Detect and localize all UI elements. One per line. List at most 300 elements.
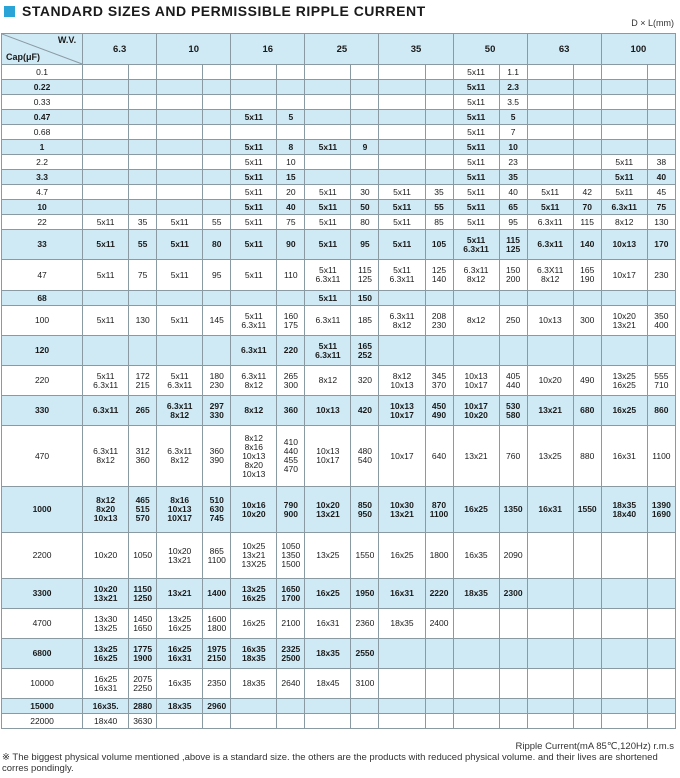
- ripple-cell: 180 230: [203, 366, 231, 396]
- ripple-cell: 5: [277, 110, 305, 125]
- size-cell: [527, 155, 573, 170]
- size-cell: 16x25 16x31: [83, 669, 129, 699]
- ripple-cell: 1400: [203, 579, 231, 609]
- ripple-cell: 95: [499, 215, 527, 230]
- capacitance-cell: 2200: [2, 533, 83, 579]
- ripple-cell: 10: [499, 140, 527, 155]
- table-row: [2, 215, 676, 230]
- size-cell: 6.3x11: [83, 396, 129, 426]
- size-cell: [527, 95, 573, 110]
- size-cell: [601, 579, 647, 609]
- ripple-cell: 105: [425, 230, 453, 260]
- size-cell: [305, 125, 351, 140]
- ripple-cell: [203, 80, 231, 95]
- size-cell: [379, 669, 425, 699]
- size-cell: 18x35 18x40: [601, 487, 647, 533]
- ripple-cell: [351, 65, 379, 80]
- size-cell: 6.3x11 8x12: [157, 426, 203, 487]
- size-cell: 10x30 13x21: [379, 487, 425, 533]
- capacitance-cell: 3.3: [2, 170, 83, 185]
- size-cell: [527, 669, 573, 699]
- capacitance-cell: 6800: [2, 639, 83, 669]
- ripple-cell: 9: [351, 140, 379, 155]
- size-cell: 18x35: [453, 579, 499, 609]
- ripple-cell: 345 370: [425, 366, 453, 396]
- ripple-cell: 38: [647, 155, 675, 170]
- ripple-cell: [425, 80, 453, 95]
- ripple-cell: 680: [573, 396, 601, 426]
- size-cell: 8x12: [305, 366, 351, 396]
- size-cell: [453, 609, 499, 639]
- size-cell: 16x25: [305, 579, 351, 609]
- ripple-cell: 297 330: [203, 396, 231, 426]
- size-cell: [379, 714, 425, 729]
- ripple-cell: [203, 200, 231, 215]
- ripple-cell: [573, 639, 601, 669]
- table-row: [2, 155, 676, 170]
- size-cell: 5x11: [601, 170, 647, 185]
- ripple-cell: 3100: [351, 669, 379, 699]
- ripple-cell: [573, 336, 601, 366]
- ripple-cell: 870 1100: [425, 487, 453, 533]
- ripple-cell: [499, 291, 527, 306]
- table-row: [2, 65, 676, 80]
- voltage-header: 50: [453, 34, 527, 65]
- ripple-cell: 55: [129, 230, 157, 260]
- voltage-header: 63: [527, 34, 601, 65]
- size-cell: 5x11: [157, 260, 203, 291]
- ripple-cell: [351, 125, 379, 140]
- size-cell: 5x11 6.3x11: [305, 260, 351, 291]
- ripple-cell: 230: [647, 260, 675, 291]
- size-cell: [527, 699, 573, 714]
- ripple-cell: [351, 170, 379, 185]
- size-cell: 5x11 6.3x11: [305, 336, 351, 366]
- ripple-cell: 115 125: [499, 230, 527, 260]
- size-cell: 16x25: [379, 533, 425, 579]
- table-row: [2, 306, 676, 336]
- ripple-cell: 170: [647, 230, 675, 260]
- ripple-cell: 450 490: [425, 396, 453, 426]
- ripple-cell: 23: [499, 155, 527, 170]
- ripple-cell: 2300: [499, 579, 527, 609]
- size-cell: [453, 714, 499, 729]
- ripple-cell: [425, 170, 453, 185]
- ripple-cell: [129, 95, 157, 110]
- table-row: [2, 170, 676, 185]
- ripple-cell: [573, 609, 601, 639]
- unit-note: D × L(mm): [631, 18, 674, 28]
- ripple-cell: 1550: [573, 487, 601, 533]
- ripple-cell: 2220: [425, 579, 453, 609]
- size-cell: [527, 533, 573, 579]
- size-cell: [305, 170, 351, 185]
- size-cell: [305, 95, 351, 110]
- size-cell: [231, 714, 277, 729]
- ripple-cell: [203, 110, 231, 125]
- ripple-cell: [573, 579, 601, 609]
- capacitance-cell: 22000: [2, 714, 83, 729]
- ripple-cell: 7: [499, 125, 527, 140]
- size-cell: [157, 80, 203, 95]
- size-cell: [379, 110, 425, 125]
- size-cell: 5x11: [305, 230, 351, 260]
- ripple-cell: [129, 185, 157, 200]
- ripple-cell: 85: [425, 215, 453, 230]
- ripple-cell: 160 175: [277, 306, 305, 336]
- ripple-cell: [277, 699, 305, 714]
- size-cell: 10x25 13x21 13X25: [231, 533, 277, 579]
- ripple-note: Ripple Current(mA 85℃,120Hz) r.m.s: [515, 741, 674, 752]
- ripple-cell: [203, 95, 231, 110]
- ripple-cell: [573, 533, 601, 579]
- ripple-cell: 1.1: [499, 65, 527, 80]
- size-cell: 18x45: [305, 669, 351, 699]
- size-cell: 5x11: [453, 80, 499, 95]
- size-cell: 16x25: [601, 396, 647, 426]
- size-cell: [231, 80, 277, 95]
- ripple-cell: [129, 170, 157, 185]
- size-cell: 5x11: [453, 155, 499, 170]
- ripple-cell: 2400: [425, 609, 453, 639]
- size-cell: [601, 125, 647, 140]
- size-cell: [231, 291, 277, 306]
- size-cell: 6.3x11 8x12: [83, 426, 129, 487]
- size-cell: [601, 609, 647, 639]
- size-cell: 13x25 16x25: [83, 639, 129, 669]
- size-cell: [379, 95, 425, 110]
- ripple-cell: [573, 80, 601, 95]
- ripple-cell: 1100: [647, 426, 675, 487]
- size-cell: 5x11: [305, 215, 351, 230]
- size-cell: [527, 336, 573, 366]
- size-cell: 5x11: [453, 185, 499, 200]
- ripple-cell: [277, 80, 305, 95]
- ripple-cell: [203, 125, 231, 140]
- size-cell: [379, 140, 425, 155]
- size-cell: [601, 336, 647, 366]
- ripple-cell: 1150 1250: [129, 579, 157, 609]
- ripple-cell: [425, 669, 453, 699]
- size-cell: 5x11: [379, 200, 425, 215]
- ripple-cell: 172 215: [129, 366, 157, 396]
- ripple-cell: 125 140: [425, 260, 453, 291]
- ripple-cell: 5: [499, 110, 527, 125]
- ripple-cell: 80: [351, 215, 379, 230]
- ripple-cell: [351, 155, 379, 170]
- ripple-cell: 208 230: [425, 306, 453, 336]
- corner-header: [2, 34, 83, 65]
- capacitance-cell: 2.2: [2, 155, 83, 170]
- size-cell: [305, 110, 351, 125]
- title-bar: [4, 2, 426, 20]
- ripple-cell: 75: [277, 215, 305, 230]
- size-cell: 10x17: [379, 426, 425, 487]
- size-cell: 5x11: [157, 306, 203, 336]
- size-cell: [83, 140, 129, 155]
- size-cell: 13x21: [157, 579, 203, 609]
- size-cell: 8x12 10x13: [379, 366, 425, 396]
- size-cell: [83, 291, 129, 306]
- size-cell: [527, 125, 573, 140]
- ripple-cell: [573, 125, 601, 140]
- ripple-cell: [647, 110, 675, 125]
- ripple-cell: 55: [203, 215, 231, 230]
- size-cell: 16x25: [453, 487, 499, 533]
- ripple-cell: 350 400: [647, 306, 675, 336]
- ripple-cell: [203, 336, 231, 366]
- table-row: [2, 487, 676, 533]
- size-cell: 10x20 13x21: [157, 533, 203, 579]
- ripple-cell: [129, 110, 157, 125]
- ripple-cell: 2325 2500: [277, 639, 305, 669]
- size-cell: 8x12 8x16 10x13 8x20 10x13: [231, 426, 277, 487]
- voltage-header: 10: [157, 34, 231, 65]
- ripple-cell: 420: [351, 396, 379, 426]
- ripple-cell: [573, 110, 601, 125]
- ripple-cell: 10: [277, 155, 305, 170]
- capacitance-cell: 15000: [2, 699, 83, 714]
- capacitance-cell: 10: [2, 200, 83, 215]
- size-cell: 5x11: [379, 215, 425, 230]
- size-cell: [527, 110, 573, 125]
- ripple-cell: 35: [425, 185, 453, 200]
- size-cell: 5x11: [231, 110, 277, 125]
- ripple-cell: 1450 1650: [129, 609, 157, 639]
- size-cell: 5x11 6.3x11: [231, 306, 277, 336]
- ripple-cell: 150: [351, 291, 379, 306]
- size-cell: 13x25: [527, 426, 573, 487]
- size-cell: 13x25: [305, 533, 351, 579]
- ripple-cell: 530 580: [499, 396, 527, 426]
- size-cell: 5x11: [231, 215, 277, 230]
- size-cell: 13x21: [527, 396, 573, 426]
- table-row: [2, 291, 676, 306]
- ripple-cell: 1950: [351, 579, 379, 609]
- sizes-table: [1, 33, 676, 729]
- size-cell: [601, 699, 647, 714]
- ripple-cell: [129, 80, 157, 95]
- capacitance-cell: 0.22: [2, 80, 83, 95]
- ripple-cell: 40: [647, 170, 675, 185]
- size-cell: 5x11: [453, 170, 499, 185]
- ripple-cell: 1550: [351, 533, 379, 579]
- ripple-cell: 490: [573, 366, 601, 396]
- size-cell: 5x11: [157, 215, 203, 230]
- size-cell: 16x35: [453, 533, 499, 579]
- ripple-cell: [351, 95, 379, 110]
- ripple-cell: [203, 170, 231, 185]
- ripple-cell: 55: [425, 200, 453, 215]
- ripple-cell: 185: [351, 306, 379, 336]
- ripple-cell: [573, 291, 601, 306]
- table-row: [2, 260, 676, 291]
- size-cell: 16x35 18x35: [231, 639, 277, 669]
- ripple-cell: 35: [499, 170, 527, 185]
- ripple-cell: [425, 65, 453, 80]
- size-cell: 5x11: [453, 125, 499, 140]
- size-cell: 13x30 13x25: [83, 609, 129, 639]
- ripple-cell: 850 950: [351, 487, 379, 533]
- capacitance-cell: 1: [2, 140, 83, 155]
- ripple-cell: [573, 170, 601, 185]
- size-cell: 16x25 16x31: [157, 639, 203, 669]
- ripple-cell: [203, 140, 231, 155]
- capacitance-cell: 47: [2, 260, 83, 291]
- size-cell: 5x11: [231, 200, 277, 215]
- size-cell: [231, 699, 277, 714]
- size-cell: 18x35: [305, 639, 351, 669]
- ripple-cell: 40: [277, 200, 305, 215]
- size-cell: 10x13: [305, 396, 351, 426]
- ripple-cell: 150 200: [499, 260, 527, 291]
- ripple-cell: [203, 185, 231, 200]
- ripple-cell: 640: [425, 426, 453, 487]
- ripple-cell: 65: [499, 200, 527, 215]
- size-cell: 16x31: [379, 579, 425, 609]
- size-cell: 6.3x11: [601, 200, 647, 215]
- size-cell: [527, 714, 573, 729]
- table-row: [2, 579, 676, 609]
- ripple-cell: [647, 336, 675, 366]
- ripple-cell: 110: [277, 260, 305, 291]
- size-cell: 5x11: [305, 200, 351, 215]
- ripple-cell: [573, 669, 601, 699]
- size-cell: [83, 170, 129, 185]
- ripple-cell: [647, 291, 675, 306]
- ripple-cell: [647, 639, 675, 669]
- size-cell: [379, 336, 425, 366]
- table-row: [2, 714, 676, 729]
- size-cell: [157, 714, 203, 729]
- size-cell: 5x11: [83, 260, 129, 291]
- ripple-cell: 15: [277, 170, 305, 185]
- size-cell: [601, 140, 647, 155]
- size-cell: [527, 80, 573, 95]
- size-cell: 5x11: [157, 230, 203, 260]
- size-cell: [379, 65, 425, 80]
- ripple-cell: 880: [573, 426, 601, 487]
- size-cell: [157, 110, 203, 125]
- ripple-cell: [277, 125, 305, 140]
- ripple-cell: 3.5: [499, 95, 527, 110]
- size-cell: [157, 291, 203, 306]
- size-cell: 8x12: [453, 306, 499, 336]
- size-cell: 10x16 10x20: [231, 487, 277, 533]
- ripple-cell: [499, 699, 527, 714]
- table-row: [2, 669, 676, 699]
- size-cell: 5x11 6.3x11: [83, 366, 129, 396]
- ripple-cell: [277, 65, 305, 80]
- ripple-cell: 265 300: [277, 366, 305, 396]
- size-cell: 13x21: [453, 426, 499, 487]
- ripple-cell: [129, 291, 157, 306]
- size-cell: [157, 200, 203, 215]
- size-cell: [601, 669, 647, 699]
- ripple-cell: 2550: [351, 639, 379, 669]
- table-row: [2, 396, 676, 426]
- ripple-cell: 35: [129, 215, 157, 230]
- size-cell: [83, 95, 129, 110]
- table-row: [2, 80, 676, 95]
- voltage-header: 16: [231, 34, 305, 65]
- size-cell: 5x11: [453, 215, 499, 230]
- size-cell: 10x17: [601, 260, 647, 291]
- table-row: [2, 200, 676, 215]
- ripple-cell: [425, 155, 453, 170]
- ripple-cell: [351, 714, 379, 729]
- ripple-cell: [129, 125, 157, 140]
- capacitance-cell: 0.68: [2, 125, 83, 140]
- size-cell: 5x11 6.3x11: [453, 230, 499, 260]
- voltage-header: 25: [305, 34, 379, 65]
- size-cell: [379, 80, 425, 95]
- size-cell: [157, 95, 203, 110]
- size-cell: 16x35.: [83, 699, 129, 714]
- size-cell: 5x11: [601, 185, 647, 200]
- size-cell: [157, 155, 203, 170]
- size-cell: 10x17 10x20: [453, 396, 499, 426]
- size-cell: [157, 125, 203, 140]
- size-cell: [157, 185, 203, 200]
- ripple-cell: 8: [277, 140, 305, 155]
- ripple-cell: 130: [129, 306, 157, 336]
- ripple-cell: 410 440 455 470: [277, 426, 305, 487]
- ripple-cell: 145: [203, 306, 231, 336]
- size-cell: [305, 80, 351, 95]
- size-cell: [83, 155, 129, 170]
- ripple-cell: [647, 699, 675, 714]
- ripple-cell: [499, 336, 527, 366]
- size-cell: 5x11: [453, 65, 499, 80]
- size-cell: 5x11: [305, 140, 351, 155]
- ripple-cell: 2.3: [499, 80, 527, 95]
- size-cell: 18x35: [157, 699, 203, 714]
- ripple-cell: [499, 639, 527, 669]
- ripple-cell: 30: [351, 185, 379, 200]
- size-cell: [83, 110, 129, 125]
- size-cell: 8x12: [601, 215, 647, 230]
- ripple-cell: 555 710: [647, 366, 675, 396]
- page-title: STANDARD SIZES AND PERMISSIBLE RIPPLE CURRENT: [22, 3, 426, 19]
- ripple-cell: 2360: [351, 609, 379, 639]
- size-cell: 5x11: [527, 200, 573, 215]
- ripple-cell: [573, 95, 601, 110]
- ripple-cell: [425, 699, 453, 714]
- size-cell: 5x11 6.3x11: [379, 260, 425, 291]
- ripple-cell: 90: [277, 230, 305, 260]
- size-cell: 6.3X11 8x12: [527, 260, 573, 291]
- ripple-cell: [425, 639, 453, 669]
- ripple-cell: [647, 65, 675, 80]
- size-cell: 5x11: [379, 230, 425, 260]
- ripple-cell: 865 1100: [203, 533, 231, 579]
- size-cell: 10x13 10x17: [453, 366, 499, 396]
- size-cell: [157, 65, 203, 80]
- ripple-cell: 320: [351, 366, 379, 396]
- ripple-cell: [647, 609, 675, 639]
- ripple-cell: [129, 200, 157, 215]
- table-row: [2, 185, 676, 200]
- size-cell: 5x11: [83, 230, 129, 260]
- size-cell: 16x35: [157, 669, 203, 699]
- size-cell: 10x13 10x17: [305, 426, 351, 487]
- ripple-cell: 2640: [277, 669, 305, 699]
- ripple-cell: [647, 714, 675, 729]
- table-row: [2, 95, 676, 110]
- ripple-cell: 1600 1800: [203, 609, 231, 639]
- size-cell: 8x12 8x20 10x13: [83, 487, 129, 533]
